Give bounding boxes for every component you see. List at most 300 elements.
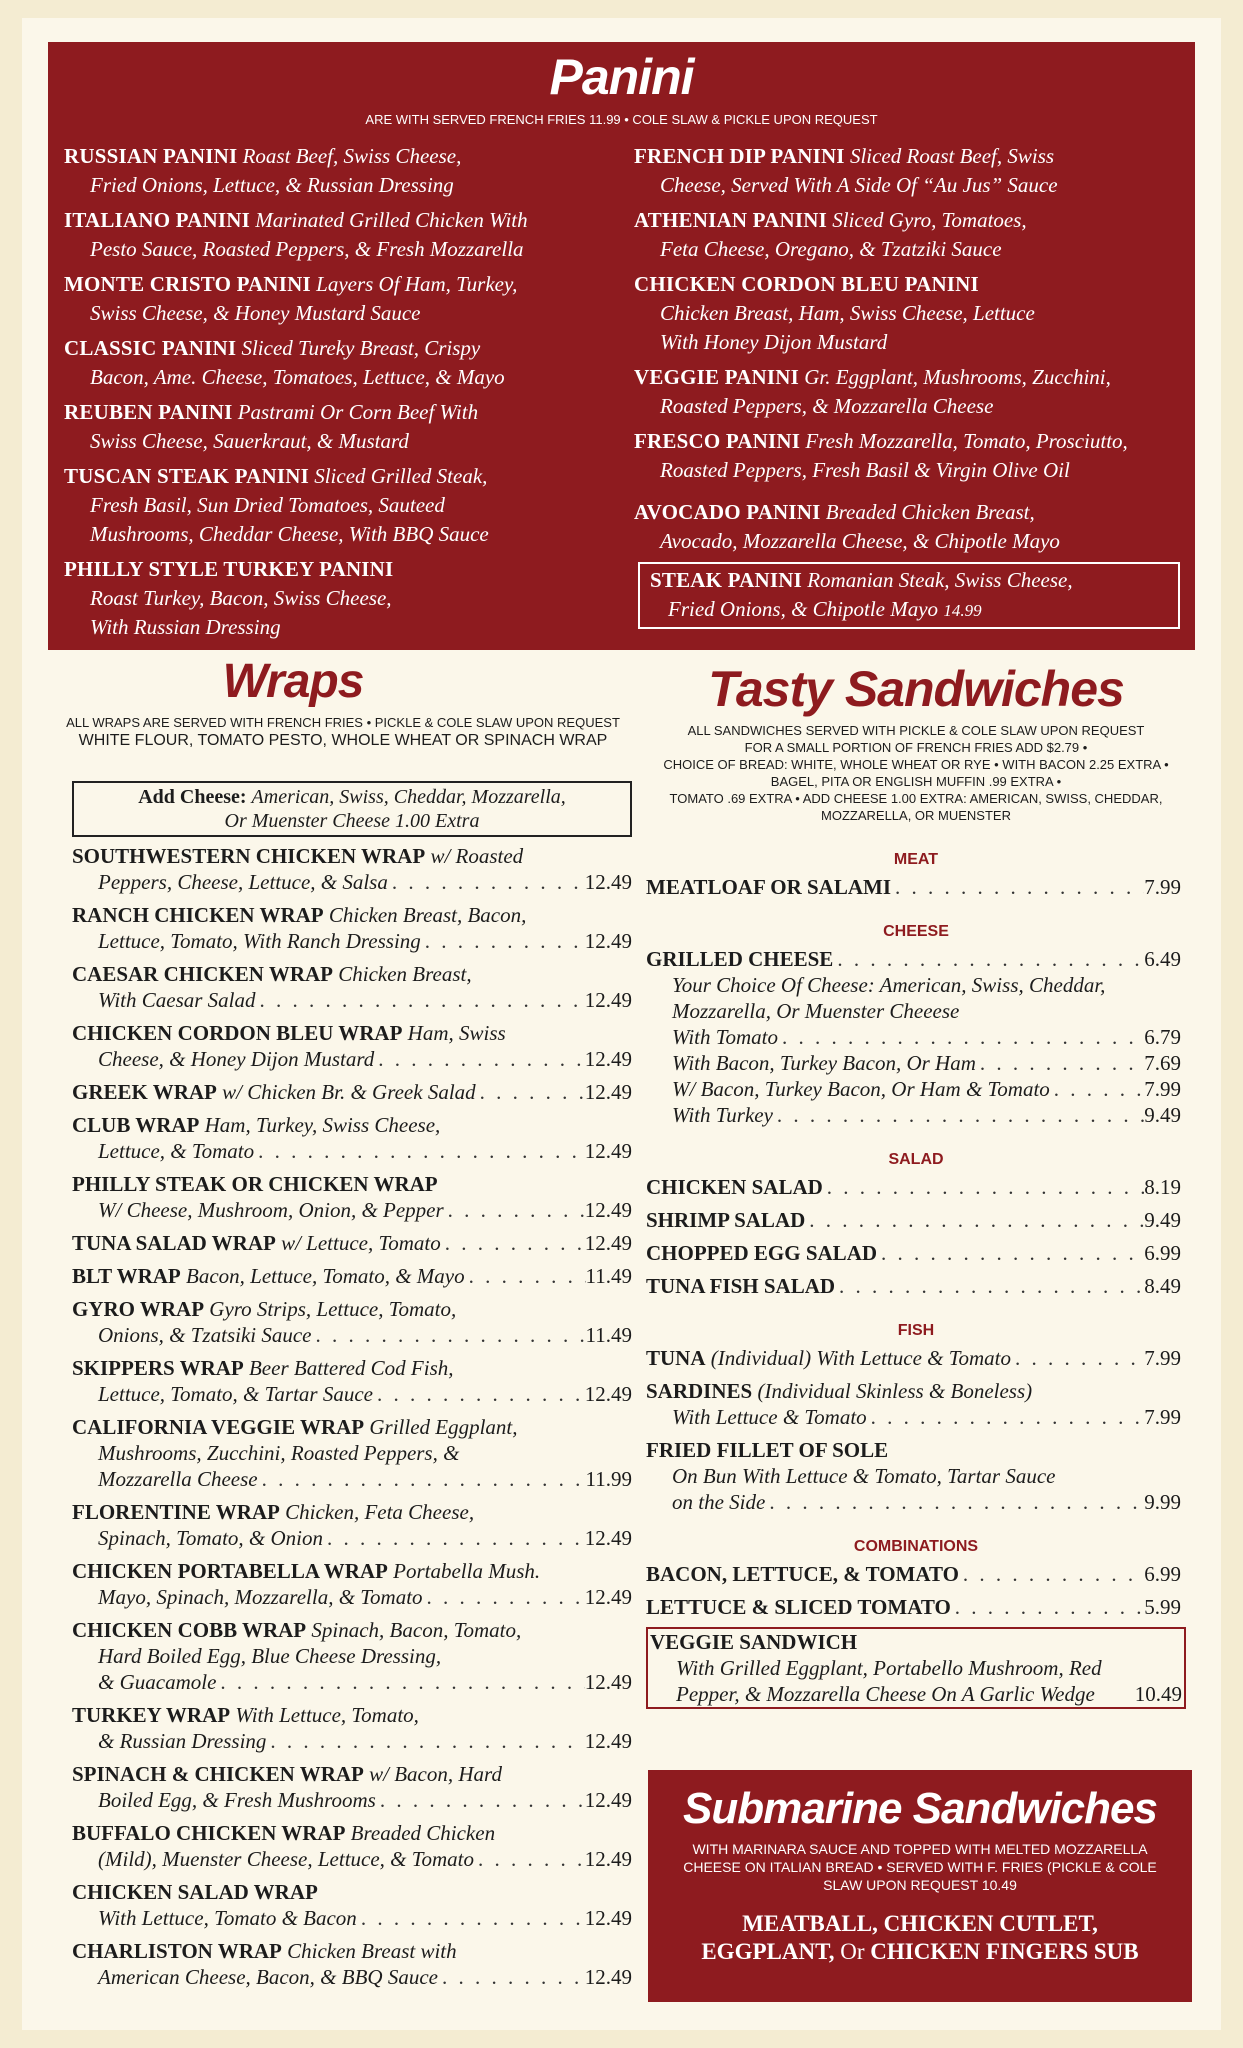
leader-dots: [1050, 1076, 1144, 1102]
wrap-item: [72, 1761, 632, 1813]
wrap-item: [72, 961, 632, 1013]
wrap-item: [72, 1112, 632, 1164]
item-description: Sliced Tureky Breast, Crispy: [241, 336, 481, 360]
item-name: TUNA: [646, 1346, 706, 1370]
item-price: 9.99: [1144, 1490, 1181, 1514]
wrap-item: [72, 1558, 632, 1610]
leader-dots: [877, 1240, 1144, 1266]
menu-item: [646, 1174, 1181, 1200]
add-cheese-label: Add Cheese:: [138, 786, 247, 808]
item-price: 12.49: [584, 1847, 632, 1871]
wrap-row: [72, 869, 632, 895]
leader-dots: [266, 1728, 584, 1754]
wrap-item: [72, 1355, 632, 1407]
item-name: PHILLY STYLE TURKEY PANINI: [64, 557, 394, 581]
wrap-row: [72, 1669, 632, 1695]
wrap-heading: [72, 1020, 632, 1046]
item-price: 12.49: [584, 1047, 632, 1071]
item-row: [646, 874, 1181, 900]
item-name: RANCH CHICKEN WRAP: [72, 903, 324, 927]
tasty-note: TOMATO .69 EXTRA • ADD CHEESE 1.00 EXTRA: AMERICAN, SWISS, CHEDDAR,: [669, 791, 1163, 806]
item-description: Mozzarella, Or Muenster Cheeese: [672, 999, 960, 1023]
item-name: CHOPPED EGG SALAD: [646, 1241, 878, 1265]
wraps-section: [58, 654, 638, 1997]
item-name: VEGGIE SANDWICH: [650, 1630, 858, 1654]
item-row: [646, 1561, 1181, 1587]
item-description: Cheese, Served With A Side Of “Au Jus” Sauce: [660, 173, 1058, 197]
item-description: Lettuce, Tomato, With Ranch Dressing: [98, 929, 421, 953]
tasty-sandwiches-section: [646, 660, 1186, 1709]
wrap-row: [72, 1846, 632, 1872]
item-description: Layers Of Ham, Turkey,: [316, 272, 518, 296]
item-description: Fresh Basil, Sun Dried Tomatoes, Sauteed: [90, 493, 445, 517]
item-price: 12.49: [584, 1906, 632, 1930]
panini-item: [64, 555, 624, 642]
panini-left-column: [64, 142, 624, 648]
item-description: Avocado, Mozzarella Cheese, & Chipotle Mayo: [660, 529, 1060, 553]
grilled-option: [646, 1102, 1181, 1128]
menu-item: [646, 874, 1181, 900]
wrap-item: [72, 1938, 632, 1990]
item-description: on the Side: [672, 1490, 766, 1514]
panini-item-line: [634, 206, 1194, 235]
item-price: 12.49: [584, 1198, 632, 1222]
wrap-row: [72, 1322, 632, 1348]
wrap-row: [72, 1197, 632, 1223]
menu-item: [646, 1240, 1181, 1266]
item-description: Bacon, Ame. Cheese, Tomatoes, Lettuce, & Mayo: [90, 365, 505, 389]
panini-item: [64, 334, 624, 392]
wrap-heading: [72, 1558, 632, 1584]
wrap-heading: [72, 1820, 632, 1846]
panini-item-line: [64, 555, 624, 584]
item-name: CHARLISTON WRAP: [72, 1939, 282, 1963]
item-name: FRIED FILLET OF SOLE: [646, 1438, 889, 1462]
panini-item: [64, 270, 624, 328]
item-name: BLT WRAP: [72, 1264, 181, 1288]
wrap-row: [72, 1787, 632, 1813]
wrap-item: [72, 1171, 632, 1223]
submarine-items: MEATBALL, CHICKEN CUTLET,: [742, 1911, 1098, 1936]
item-description: Sliced Gyro, Tomatoes,: [832, 208, 1027, 232]
item-description: Pepper, & Mozzarella Cheese On A Garlic Wedge: [676, 1682, 1095, 1706]
submarine-note: CHEESE ON ITALIAN BREAD • SERVED WITH F. FRIES (PICKLE & COLE: [683, 1859, 1157, 1875]
item-name: BACON, LETTUCE, & TOMATO: [646, 1562, 959, 1586]
menu-item: [646, 1273, 1181, 1299]
option-label: With Tomato: [672, 1025, 779, 1049]
submarine-title: Submarine Sandwiches: [683, 1784, 1157, 1833]
leader-dots: [444, 1197, 585, 1223]
item-name: PHILLY STEAK OR CHICKEN WRAP: [72, 1172, 438, 1196]
item-description: & Russian Dressing: [98, 1729, 267, 1753]
menu-item: [646, 1594, 1181, 1620]
item-name: CALIFORNIA VEGGIE WRAP: [72, 1415, 365, 1439]
tasty-note: CHOICE OF BREAD: WHITE, WHOLE WHEAT OR RYE • WITH BACON 2.25 EXTRA •: [663, 757, 1169, 772]
leader-dots: [216, 1669, 584, 1695]
wrap-row: [72, 987, 632, 1013]
panini-item: [64, 206, 624, 264]
item-description: (Mild), Muenster Cheese, Lettuce, & Tomato: [98, 1847, 475, 1871]
panini-right-column: [634, 142, 1194, 629]
item-price: 12.49: [584, 870, 632, 894]
tasty-notes: [646, 722, 1186, 824]
item-price: 7.99: [1144, 1405, 1181, 1429]
item-description: Fried Onions, & Chipotle Mayo: [668, 597, 939, 621]
panini-subtitle: ARE WITH SERVED FRENCH FRIES 11.99 • COLE SLAW & PICKLE UPON REQUEST: [365, 112, 878, 127]
item-description: On Bun With Lettuce & Tomato, Tartar Sauce: [672, 1464, 1056, 1488]
item-description: With Russian Dressing: [90, 615, 281, 639]
item-price: 12.49: [584, 1080, 632, 1104]
item-description: Spinach, Tomato, & Onion: [98, 1526, 323, 1550]
panini-item-line: [64, 270, 624, 299]
item-name: MONTE CRISTO PANINI: [64, 272, 311, 296]
item-description: Pastrami Or Corn Beef With: [237, 400, 479, 424]
menu-item: [646, 1207, 1181, 1233]
item-name: SHRIMP SALAD: [646, 1208, 806, 1232]
item-description: Mushrooms, Zucchini, Roasted Peppers, &: [98, 1441, 460, 1465]
submarine-note: SLAW UPON REQUEST 10.49: [823, 1877, 1017, 1893]
add-cheese-box: [72, 781, 632, 837]
wrap-heading: [72, 961, 632, 987]
leader-dots: [474, 1846, 585, 1872]
item-price: 10.49: [1134, 1682, 1182, 1706]
item-price: 6.49: [1144, 947, 1181, 971]
item-row: [646, 1273, 1181, 1299]
item-description: (Individual Skinless & Boneless): [757, 1379, 1033, 1403]
submarine-or: Or: [840, 1939, 865, 1964]
panini-item-line: [64, 206, 624, 235]
wrap-heading: [72, 1112, 632, 1138]
item-name: TURKEY WRAP: [72, 1703, 231, 1727]
item-price: 12.49: [584, 1729, 632, 1753]
option-label: With Bacon, Turkey Bacon, Or Ham: [672, 1051, 976, 1075]
panini-item: [64, 142, 624, 200]
tasty-note: ALL SANDWICHES SERVED WITH PICKLE & COLE SLAW UPON REQUEST: [687, 723, 1145, 738]
wrap-label: [72, 1263, 465, 1289]
panini-item-line: [634, 142, 1194, 171]
item-price: 14.99: [943, 601, 982, 620]
item-description: Hard Boiled Egg, Blue Cheese Dressing,: [98, 1644, 442, 1668]
item-row: [646, 1594, 1181, 1620]
item-description: Ham, Swiss: [407, 1021, 506, 1045]
item-description: Marinated Grilled Chicken With: [255, 208, 528, 232]
wrap-heading: [72, 843, 632, 869]
item-price: 12.49: [584, 1231, 632, 1255]
item-description: Portabella Mush.: [393, 1559, 541, 1583]
leader-dots: [891, 874, 1144, 900]
menu-item: [646, 1378, 1181, 1430]
item-price: 12.49: [584, 1965, 632, 1989]
wrap-row: [72, 1525, 632, 1551]
item-price: 9.49: [1144, 1103, 1181, 1127]
category-combinations: COMBINATIONS: [853, 1538, 979, 1555]
submarine-items: CHICKEN FINGERS SUB: [870, 1939, 1139, 1964]
item-name: AVOCADO PANINI: [634, 500, 821, 524]
wrap-heading: [72, 1938, 632, 1964]
wrap-row: [72, 1964, 632, 1990]
item-name: STEAK PANINI: [650, 568, 802, 592]
item-name: CHICKEN PORTABELLA WRAP: [72, 1559, 388, 1583]
item-description: Breaded Chicken: [350, 1821, 496, 1845]
leader-dots: [374, 1046, 584, 1072]
grilled-option: [646, 1024, 1181, 1050]
category-salad: SALAD: [888, 1151, 944, 1168]
item-row: [646, 1207, 1181, 1233]
item-description: With Honey Dijon Mustard: [660, 330, 888, 354]
item-name: TUNA FISH SALAD: [646, 1274, 836, 1298]
panini-item: [634, 498, 1194, 556]
panini-item-line: [634, 498, 1194, 527]
item-price: 7.99: [1144, 875, 1181, 899]
wrap-heading: [72, 1617, 632, 1643]
leader-dots: [476, 1079, 585, 1105]
item-price: 6.99: [1144, 1241, 1181, 1265]
item-description: Chicken Breast with: [287, 1939, 457, 1963]
item-price: 12.49: [584, 1585, 632, 1609]
item-description: & Guacamole: [98, 1670, 217, 1694]
item-name: CLUB WRAP: [72, 1113, 200, 1137]
wrap-label: [72, 1230, 441, 1256]
item-description: Bacon, Lettuce, Tomato, & Mayo: [186, 1264, 465, 1288]
menu-item: [646, 1561, 1181, 1587]
item-name: TUSCAN STEAK PANINI: [64, 464, 309, 488]
item-name: VEGGIE PANINI: [634, 365, 799, 389]
tasty-note: FOR A SMALL PORTION OF FRENCH FRIES ADD $2.79 •: [744, 740, 1088, 755]
item-name: FRENCH DIP PANINI: [634, 144, 845, 168]
item-name: SARDINES: [646, 1379, 753, 1403]
tasty-note: BAGEL, PITA OR ENGLISH MUFFIN .99 EXTRA •: [770, 774, 1062, 789]
item-row: [646, 1174, 1181, 1200]
item-price: 11.49: [585, 1264, 632, 1288]
item-description: Mayo, Spinach, Mozzarella, & Tomato: [98, 1585, 423, 1609]
menu-item: [646, 946, 1181, 1128]
item-name: RUSSIAN PANINI: [64, 144, 238, 168]
item-description: Chicken, Feta Cheese,: [285, 1500, 475, 1524]
item-description: Roast Turkey, Bacon, Swiss Cheese,: [90, 586, 392, 610]
steak-panini-box: [638, 562, 1180, 629]
wrap-heading: [72, 902, 632, 928]
item-description: Roast Beef, Swiss Cheese,: [242, 144, 462, 168]
wrap-row: [72, 1138, 632, 1164]
item-description: Mozzarella Cheese: [98, 1467, 258, 1491]
item-name: CHICKEN COBB WRAP: [72, 1618, 307, 1642]
grilled-option: [646, 1050, 1181, 1076]
item-price: 12.49: [584, 1382, 632, 1406]
item-price: 12.49: [584, 988, 632, 1012]
wrap-row: [72, 1046, 632, 1072]
wrap-item: [72, 1702, 632, 1754]
leader-dots: [976, 1050, 1144, 1076]
panini-item: [64, 398, 624, 456]
item-description: With Lettuce, Tomato & Bacon: [98, 1906, 357, 1930]
item-description: With Caesar Salad: [98, 988, 256, 1012]
tasty-title: Tasty Sandwiches: [708, 661, 1124, 717]
category-cheese: CHEESE: [883, 923, 949, 940]
item-name: BUFFALO CHICKEN WRAP: [72, 1821, 346, 1845]
add-cheese-text: American, Swiss, Cheddar, Mozzarella,: [251, 786, 566, 808]
leader-dots: [388, 869, 585, 895]
leader-dots: [312, 1322, 586, 1348]
wrap-row: [72, 1263, 632, 1289]
item-price: 7.69: [1144, 1051, 1181, 1075]
item-price: 11.49: [585, 1323, 632, 1347]
item-description: Ham, Turkey, Swiss Cheese,: [204, 1113, 441, 1137]
item-name: SPINACH & CHICKEN WRAP: [72, 1762, 364, 1786]
wraps-list: [58, 843, 638, 1990]
wrap-item: [72, 1263, 632, 1289]
item-price: 8.49: [1144, 1274, 1181, 1298]
leader-dots: [823, 1174, 1144, 1200]
wrap-item: [72, 1617, 632, 1695]
item-description: Fried Onions, Lettuce, & Russian Dressing: [90, 173, 454, 197]
panini-item-line: [64, 462, 624, 491]
panini-item: [634, 363, 1194, 421]
panini-item-line: [634, 427, 1194, 456]
panini-item-line: [634, 270, 1194, 299]
item-price: 5.99: [1144, 1595, 1181, 1619]
wrap-heading: [72, 1499, 632, 1525]
grilled-option: [646, 1076, 1181, 1102]
submarine-note: WITH MARINARA SAUCE AND TOPPED WITH MELTED MOZZARELLA: [692, 1841, 1148, 1857]
item-description: Lettuce, & Tomato: [98, 1139, 255, 1163]
item-description: Romanian Steak, Swiss Cheese,: [807, 568, 1073, 592]
wrap-item: [72, 843, 632, 895]
item-description: Spinach, Bacon, Tomato,: [311, 1618, 522, 1642]
item-description: Sliced Roast Beef, Swiss: [849, 144, 1055, 168]
item-description: With Lettuce, Tomato,: [235, 1703, 419, 1727]
wrap-row: [72, 1381, 632, 1407]
panini-item: [634, 427, 1194, 485]
wrap-item: [72, 1499, 632, 1551]
tasty-note: MOZZARELLA, OR MUENSTER: [821, 808, 1011, 823]
panini-item-line: [64, 334, 624, 363]
item-description: W/ Cheese, Mushroom, Onion, & Pepper: [98, 1198, 444, 1222]
item-description: Pesto Sauce, Roasted Peppers, & Fresh Mozzarella: [90, 237, 524, 261]
option-label: W/ Bacon, Turkey Bacon, Or Ham & Tomato: [672, 1077, 1050, 1101]
wrap-heading: [72, 1879, 632, 1905]
wrap-item: [72, 1079, 632, 1105]
meat-list: [646, 874, 1186, 900]
item-name: GREEK WRAP: [72, 1080, 217, 1104]
leader-dots: [465, 1263, 586, 1289]
wrap-row: [72, 1584, 632, 1610]
category-fish: FISH: [897, 1322, 935, 1339]
item-name: ITALIANO PANINI: [64, 208, 250, 232]
item-description: Boiled Egg, & Fresh Mushrooms: [98, 1788, 376, 1812]
item-name: FLORENTINE WRAP: [72, 1500, 280, 1524]
item-price: 12.49: [584, 1526, 632, 1550]
item-price: 12.49: [584, 1788, 632, 1812]
wrap-heading: [72, 1702, 632, 1728]
leader-dots: [951, 1594, 1144, 1620]
item-description: With Grilled Eggplant, Portabello Mushroom, Red: [676, 1656, 1102, 1680]
leader-dots: [254, 1138, 585, 1164]
item-description: Sliced Grilled Steak,: [314, 464, 488, 488]
submarine-items: EGGPLANT,: [701, 1939, 835, 1964]
item-description: w/ Chicken Br. & Greek Salad: [222, 1080, 476, 1104]
item-description: Onions, & Tzatsiki Sauce: [98, 1323, 312, 1347]
submarine-section: [648, 1770, 1192, 2002]
item-name: FRESCO PANINI: [634, 429, 801, 453]
item-description: Gr. Eggplant, Mushrooms, Zucchini,: [804, 365, 1111, 389]
item-name: SKIPPERS WRAP: [72, 1356, 244, 1380]
item-name: CHICKEN CORDON BLEU PANINI: [634, 272, 979, 296]
leader-dots: [438, 1964, 585, 1990]
item-description: Mushrooms, Cheddar Cheese, With BBQ Sauce: [90, 522, 489, 546]
item-price: 7.99: [1144, 1346, 1181, 1370]
category-meat: MEAT: [893, 851, 939, 868]
wraps-note: ALL WRAPS ARE SERVED WITH FRENCH FRIES • PICKLE & COLE SLAW UPON REQUEST: [66, 715, 620, 730]
grilled-options: [646, 1024, 1181, 1128]
panini-item-line: [634, 363, 1194, 392]
item-name: REUBEN PANINI: [64, 400, 233, 424]
item-price: 6.79: [1144, 1025, 1181, 1049]
wraps-title: Wraps: [222, 655, 364, 708]
item-description: Roasted Peppers, & Mozzarella Cheese: [660, 394, 994, 418]
item-row: [646, 1240, 1181, 1266]
leader-dots: [256, 987, 585, 1013]
panini-item: [64, 462, 624, 549]
item-name: CHICKEN CORDON BLEU WRAP: [72, 1021, 403, 1045]
item-description: Chicken Breast, Ham, Swiss Cheese, Lettuce: [660, 301, 1035, 325]
menu-item: [646, 1345, 1181, 1371]
item-description: (Individual) With Lettuce & Tomato: [710, 1346, 1011, 1370]
item-name: GYRO WRAP: [72, 1297, 205, 1321]
item-description: Fresh Mozzarella, Tomato, Prosciutto,: [805, 429, 1128, 453]
wrap-item: [72, 1296, 632, 1348]
leader-dots: [959, 1561, 1144, 1587]
item-price: 11.99: [585, 1467, 632, 1491]
combinations-list: [646, 1561, 1186, 1620]
leader-dots: [258, 1466, 586, 1492]
item-description: Grilled Eggplant,: [369, 1415, 518, 1439]
item-price: 7.99: [1144, 1077, 1181, 1101]
wrap-item: [72, 902, 632, 954]
wrap-item: [72, 1230, 632, 1256]
leader-dots: [778, 1024, 1144, 1050]
wrap-item: [72, 1820, 632, 1872]
item-name: LETTUCE & SLICED TOMATO: [646, 1595, 951, 1619]
panini-section: [48, 42, 1195, 650]
item-name: CHICKEN SALAD WRAP: [72, 1880, 318, 1904]
wrap-heading: [72, 1761, 632, 1787]
wrap-row: [72, 1905, 632, 1931]
wrap-item: [72, 1020, 632, 1072]
wrap-item: [72, 1414, 632, 1492]
panini-item: [634, 206, 1194, 264]
wrap-row: [72, 1466, 632, 1492]
item-description: Swiss Cheese, Sauerkraut, & Mustard: [90, 429, 409, 453]
item-price: 8.19: [1144, 1175, 1181, 1199]
leader-dots: [441, 1230, 585, 1256]
item-description: w/ Roasted: [430, 844, 524, 868]
leader-dots: [357, 1905, 585, 1931]
wrap-row: [72, 1079, 632, 1105]
leader-dots: [423, 1584, 585, 1610]
leader-dots: [421, 928, 585, 954]
leader-dots: [323, 1525, 585, 1551]
wraps-bread-options: WHITE FLOUR, TOMATO PESTO, WHOLE WHEAT OR SPINACH WRAP: [78, 732, 608, 749]
item-description: Breaded Chicken Breast,: [825, 500, 1035, 524]
item-name: MEATLOAF OR SALAMI: [646, 875, 892, 899]
item-description: w/ Lettuce, Tomato: [281, 1231, 441, 1255]
item-price: 12.49: [584, 1670, 632, 1694]
item-description: Beer Battered Cod Fish,: [248, 1356, 454, 1380]
leader-dots: [773, 1102, 1144, 1128]
item-price: 12.49: [584, 929, 632, 953]
panini-item-line: [64, 142, 624, 171]
panini-item-line: [650, 595, 1168, 625]
